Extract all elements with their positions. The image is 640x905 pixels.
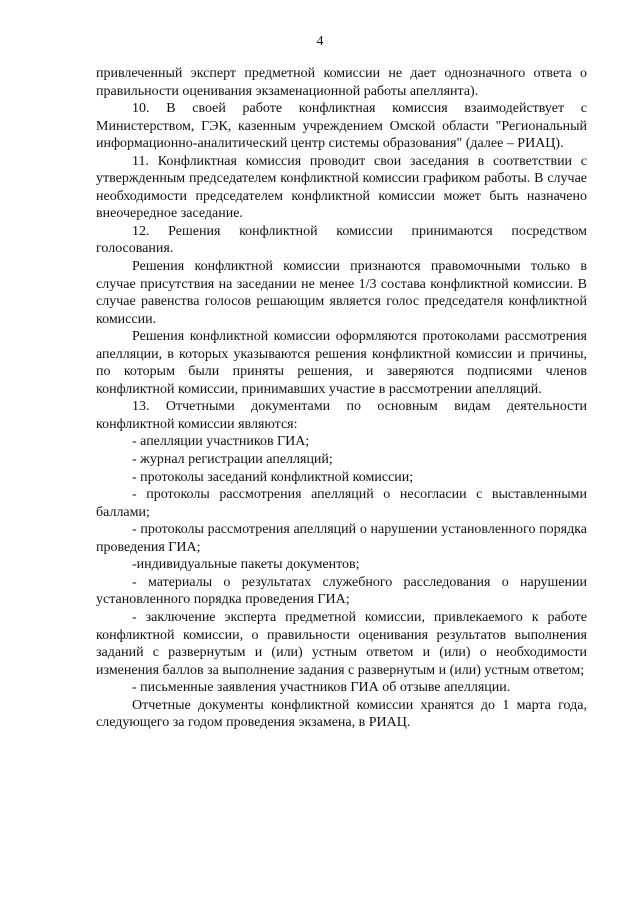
list-item: - протоколы рассмотрения апелляций о несогласии с выставленными баллами; — [96, 487, 587, 520]
paragraph-10: 10. В своей работе конфликтная комиссия взаимодействует с Министерством, ГЭК, казенным учреждением Омской области "Региональный информационно-аналитический центр системы образования" (далее – РИАЦ). — [96, 101, 587, 152]
paragraph-quorum: Решения конфликтной комиссии признаются правомочными только в случае присутствия на заседании не менее 1/3 состава конфликтной комиссии. В случае равенства голосов решающим является голос председателя конфликтной комиссии. — [96, 259, 587, 327]
paragraph-13: 13. Отчетными документами по основным видам деятельности конфликтной комиссии являются: — [96, 399, 587, 432]
paragraph-decisions: Решения конфликтной комиссии оформляются протоколами рассмотрения апелляции, в которых указываются решения конфликтной комиссии и причины, по которым были приняты решения, и заверяются подписями членов конфликтной комиссии, принимавших участие в рассмотрении апелляций. — [96, 329, 587, 397]
document-body — [96, 65, 587, 732]
list-item: - заключение эксперта предметной комиссии, привлекаемого к работе конфликтной комиссии, о правильности оценивания результатов выполнения заданий с развернутым и (или) устным ответом и (или) о необходимости изменения баллов за выполнение задания с развернутым и (или) устным ответом; — [96, 609, 587, 678]
paragraph-continuation: привлеченный эксперт предметной комиссии не дает однозначного ответа о правильности оценивания экзаменационной работы апеллянта). — [96, 66, 587, 99]
list-item: - протоколы рассмотрения апелляций о нарушении установленного порядка проведения ГИА; — [96, 522, 587, 555]
list-item: -индивидуальные пакеты документов; — [132, 557, 360, 573]
paragraph-11: 11. Конфликтная комиссия проводит свои заседания в соответствии с утвержденным председателем конфликтной комиссии графиком работы. В случае необходимости председателем конфликтной комиссии может быть назначено внеочередное заседание. — [96, 153, 587, 222]
list-item: - апелляции участников ГИА; — [132, 434, 310, 450]
list-item: - журнал регистрации апелляций; — [132, 452, 333, 468]
paragraph-storage: Отчетные документы конфликтной комиссии хранятся до 1 марта года, следующего за годом проведения экзамена, в РИАЦ. — [96, 697, 587, 731]
list-item: - протоколы заседаний конфликтной комиссии; — [132, 469, 414, 485]
list-item: - письменные заявления участников ГИА об отзыве апелляции. — [132, 680, 511, 696]
paragraph-12: 12. Решения конфликтной комиссии принимаются посредством голосования. — [96, 223, 587, 257]
list-item: - материалы о результатах служебного расследования о нарушении установленного порядка проведения ГИА; — [96, 574, 587, 608]
page-number: 4 — [316, 34, 324, 49]
